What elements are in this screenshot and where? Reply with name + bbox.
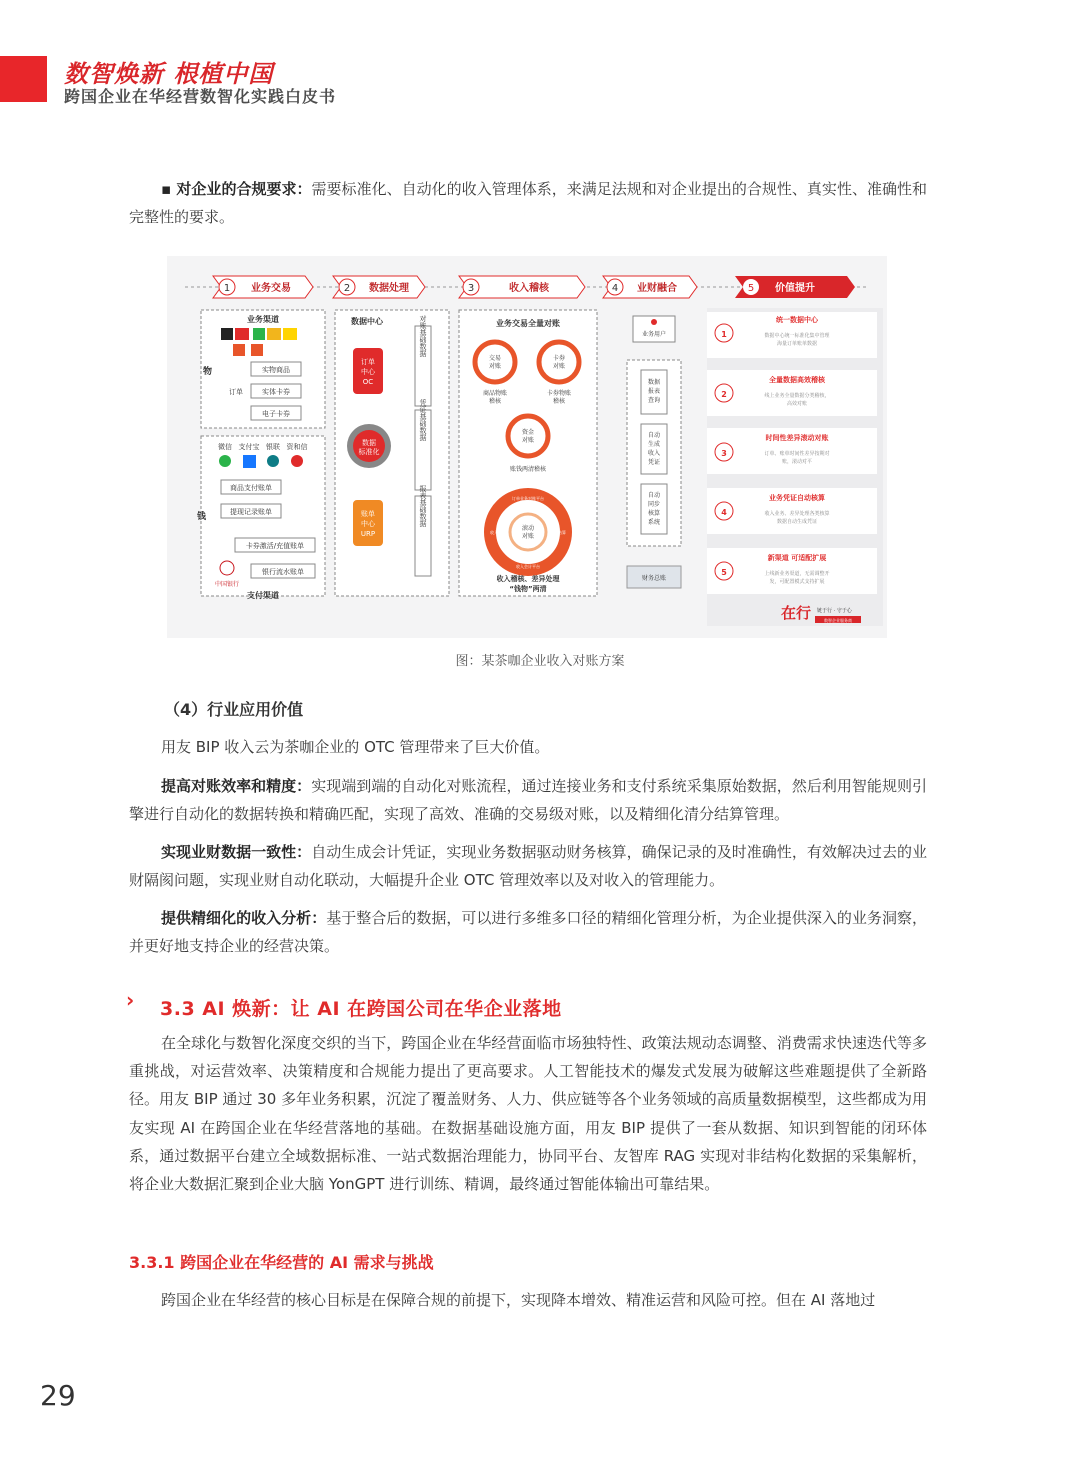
c1-1: 对账: [488, 363, 502, 370]
p3-label: 实现业财数据一致性：: [161, 843, 312, 861]
v5-desc-1: 发，可配置模式支持扩展: [769, 579, 825, 585]
v2-title: 全量数据高效稽核: [769, 376, 825, 384]
step-2-num: 2: [343, 283, 351, 294]
step-3-label: 收入稽核: [509, 283, 549, 294]
c3-1: 对账: [521, 437, 535, 444]
step-4: [603, 276, 697, 298]
panel-data-processing: [335, 310, 449, 596]
v1-desc-1: 海量订单账单数据: [776, 341, 818, 347]
section4-p4: [129, 904, 927, 960]
value-item-1: [707, 312, 877, 358]
value-item-5: [707, 548, 877, 594]
section4-p1: 用友 BIP 收入云为茶咖企业的 OTC 管理带来了巨大价值。: [161, 738, 550, 756]
v1-num: 1: [721, 330, 727, 339]
bill-0: 商品支付账单: [230, 484, 272, 492]
center-0: 滚动: [521, 525, 535, 532]
step-2-label: 数据处理: [369, 283, 409, 294]
qian-label: 钱: [197, 512, 207, 522]
value-item-4: [707, 488, 877, 534]
urp-1: 中心: [361, 520, 375, 528]
vtab-1: 凭证基础数据: [419, 399, 427, 441]
page-number: 29: [40, 1379, 76, 1412]
value-item-2: [707, 370, 877, 416]
p4-box0-1: 报表: [647, 388, 661, 395]
p2-text: 实现端到端的自动化对账流程，通过连接业务和支付系统采集原始数据，然后利用智能规则引擎进行自动化的数据转换和精确匹配，实现了高效、准确的交易级对账，以及精细化清分结算管理。: [129, 777, 927, 824]
p4-box1-1: 生成: [647, 441, 661, 448]
oc-0: 订单: [361, 358, 375, 366]
v4-num: 4: [721, 508, 727, 517]
step-5-num: 5: [747, 283, 755, 294]
order-label: 订单: [229, 388, 243, 396]
pay-app-3: 资和信: [286, 443, 308, 451]
vtab-0: 对账基础数据: [419, 315, 427, 357]
ring-left: 收入订单: [490, 530, 506, 535]
c3-0: 资金: [521, 429, 535, 436]
ring-right: 支付结算: [550, 530, 566, 535]
p2-label: 提高对账效率和精度：: [161, 777, 312, 795]
pay-app-2: 银联: [266, 443, 280, 451]
p4-box0-0: 数据: [647, 379, 661, 386]
header-title: 跨国企业在华经营数智化实践白皮书: [64, 87, 337, 106]
section4-p3: [129, 838, 927, 894]
step-4-label: 业财融合: [637, 283, 677, 294]
goods-1: 实体卡券: [262, 388, 290, 396]
panel-revenue-audit: [459, 310, 597, 596]
c2-label-0: 卡券物账: [546, 390, 572, 397]
step-5-label: 价值提升: [775, 283, 815, 294]
section-arrow-icon: ›: [126, 988, 135, 1012]
step-4-num: 4: [611, 283, 619, 294]
logo-tag: 数智企业服务商: [824, 618, 852, 623]
p4-box2-0: 自动: [647, 492, 661, 499]
audit-bottom-0: 收入稽核、差异处理: [496, 575, 560, 583]
urp-0: 账单: [361, 510, 375, 518]
v2-desc-0: 线上业务全量数据分类稽核，: [764, 393, 830, 399]
logo-text: 在行: [781, 604, 812, 622]
header-slogan: 数智焕新 根植中国: [64, 59, 274, 88]
v5-desc-0: 上线新业务渠道，无需调整开: [764, 571, 830, 577]
v1-desc-0: 数据中心统一标准化集中管理: [764, 333, 830, 339]
v5-num: 5: [721, 568, 727, 577]
section33-body: 在全球化与数智化深度交织的当下，跨国企业在华经营面临市场独特性、政策法规动态调整、消费需求快速迭代等多重挑战，对运营效率、决策精度和合规能力提出了更高要求。人工智能技术的爆发式发展为破解这些难题提供了全新路径。用友 BIP 通过 30 多年业务积累，沉淀了覆盖财务、人力、供应链等各个业务领域的高质量数据模型，这些都成为用友实现 AI 在跨国企业在华经营落地的基础。在数据基础设施方面，用友 BIP 提供了一套从数据、知识到智能的闭环体系，通过数据平台建立全域数据标准、一站式数据治理能力，协同平台、友智库 RAG 实现对非结构化数据的采集解析，将企业大数据汇聚到企业大脑 YonGPT 进行训练、精调，最终通过智能体输出可靠结果。: [129, 1034, 927, 1194]
value-item-3: [707, 428, 877, 474]
p4-box2-1: 同步: [647, 501, 661, 508]
std-1: 标准化: [358, 448, 380, 456]
section331-title: 3.3.1 跨国企业在华经营的 AI 需求与挑战: [129, 1253, 434, 1272]
pay-app-0: 微信: [218, 443, 232, 451]
p4-box2-3: 系统: [647, 519, 661, 526]
figure-caption: 图：某茶咖企业收入对账方案: [455, 654, 625, 669]
urp-2: URP: [360, 530, 376, 538]
v1-title: 统一数据中心: [776, 316, 818, 324]
v3-desc-1: 账，滚动对平: [781, 459, 813, 465]
step-3-num: 3: [467, 283, 475, 294]
oc-2: OC: [362, 378, 374, 386]
step-1: [213, 276, 313, 298]
p4-box1-2: 收入: [647, 450, 661, 457]
channel-title: 业务渠道: [247, 315, 279, 324]
oc-1: 中心: [361, 368, 375, 376]
bank-label: 中国银行: [214, 581, 240, 588]
intro-text: 需要标准化、自动化的收入管理体系，来满足法规和对企业提出的合规性、真实性、准确性和完整性的要求。: [129, 180, 928, 227]
std-0: 数据: [362, 439, 376, 447]
intro-label: ▪ 对企业的合规要求：: [161, 180, 312, 198]
pay-channel-label: 支付渠道: [247, 591, 279, 600]
bill-1: 提现记录账单: [230, 508, 272, 516]
diagram-svg: [167, 256, 887, 638]
v3-desc-0: 订单、账单时间性差异按期对: [764, 451, 830, 457]
reconciliation-diagram: [167, 256, 887, 638]
wu-label: 物: [203, 367, 213, 377]
intro-paragraph: [129, 175, 927, 231]
ring-bottom: 收入会计平台: [516, 564, 540, 569]
panel-finance-integration: [627, 316, 681, 588]
c2-0: 卡券: [552, 355, 566, 362]
section4-heading: （4）行业应用价值: [164, 700, 304, 719]
c3-label: 账钱两清稽核: [509, 466, 547, 473]
v5-title: 新渠道 可适配扩展: [767, 554, 827, 562]
v2-num: 2: [721, 390, 727, 399]
center-1: 对账: [521, 533, 535, 540]
v2-desc-1: 高效对账: [786, 401, 808, 407]
v3-num: 3: [721, 449, 727, 458]
vtab-2: 报表基础数据: [419, 485, 427, 527]
p4-text: 基于整合后的数据，可以进行多维多口径的精细化管理分析，为企业提供深入的业务洞察，并更好地支持企业的经营决策。: [129, 909, 927, 956]
c1-label-0: 商品物账: [482, 390, 508, 397]
goods-2: 电子卡券: [262, 410, 290, 418]
c1-label-1: 稽核: [488, 398, 502, 405]
v4-desc-0: 收入业务、差异处理各类核算: [764, 511, 830, 517]
data-center-title: 数据中心: [351, 317, 383, 326]
step-1-num: 1: [223, 283, 231, 294]
section33-title: 3.3 AI 焕新：让 AI 在跨国公司在华企业落地: [160, 998, 562, 1020]
p3-text: 自动生成会计凭证，实现业务数据驱动财务核算，确保记录的及时准确性，有效解决过去的业财隔阂问题，实现业财自动化联动，大幅提升企业 OTC 管理效率以及对收入的管理能力。: [129, 843, 927, 890]
p4-box0-2: 查询: [647, 397, 661, 404]
panel-value: [707, 308, 883, 626]
logo-slogan: 链于行 · 守于心: [817, 608, 852, 614]
ring-top: 订单业务对账平台: [512, 496, 544, 501]
step-2: [333, 276, 425, 298]
gl-label: 财务总账: [641, 575, 667, 582]
section331-body: 跨国企业在华经营的核心目标是在保障合规的前提下，实现降本增效、精准运营和风险可控。但在 AI 落地过: [161, 1291, 876, 1309]
panel-business-transaction: [197, 310, 325, 600]
p4-box2-2: 核算: [647, 510, 661, 517]
audit-title: 业务交易全量对账: [496, 319, 560, 328]
biz-user-label: 业务用户: [641, 331, 667, 338]
header-red-block: [0, 56, 47, 102]
step-1-label: 业务交易: [251, 283, 291, 294]
bill-3: 银行流水账单: [262, 568, 304, 576]
goods-0: 实物商品: [262, 366, 290, 374]
pay-app-1: 支付宝: [238, 443, 260, 451]
p4-box1-0: 自动: [647, 432, 661, 439]
c1-0: 交易: [488, 355, 502, 362]
p4-box1-3: 凭证: [647, 459, 661, 466]
c2-1: 对账: [552, 363, 566, 370]
v4-title: 业务凭证自动核算: [769, 494, 825, 502]
audit-bottom-1: “钱物”两清: [509, 585, 547, 593]
bill-2: 卡券激活/充值账单: [245, 542, 305, 550]
v3-title: 时间性差异滚动对账: [765, 434, 829, 442]
step-3: [459, 276, 585, 298]
p4-label: 提供精细化的收入分析：: [161, 909, 327, 927]
section4-p2: [129, 772, 927, 828]
step-5: [735, 276, 855, 298]
c2-label-1: 稽核: [552, 398, 566, 405]
v4-desc-1: 数据自动生成凭证: [776, 519, 818, 525]
